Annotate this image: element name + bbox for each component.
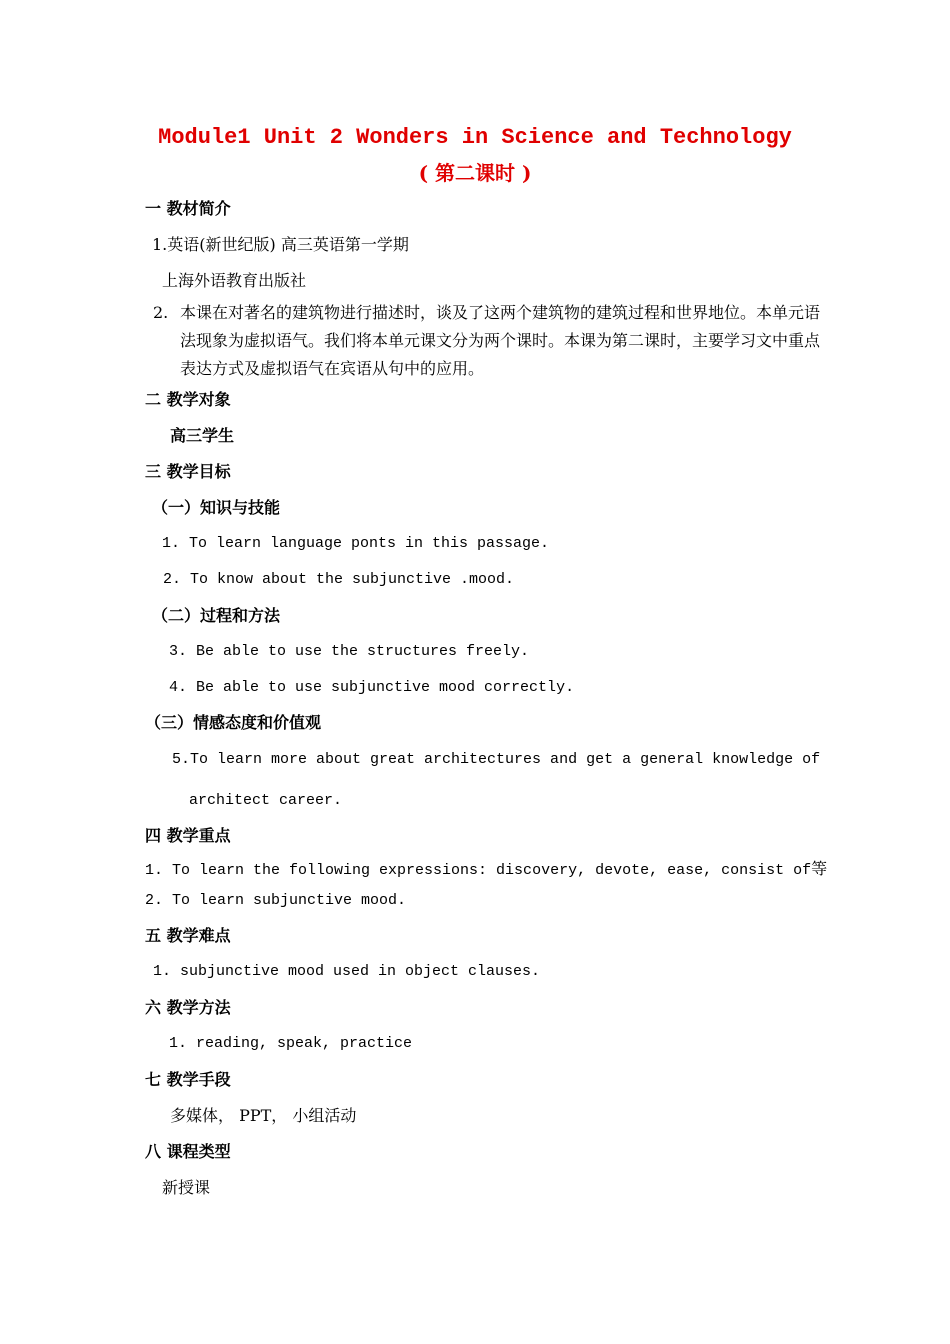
section-heading-methods: 六 教学方法 xyxy=(145,998,231,1017)
document-subtitle: ( 第二课时 ) xyxy=(418,161,532,185)
objectives-sub-attitude: （三）情感态度和价值观 xyxy=(145,713,322,732)
objective-item-2: 2. To know about the subjunctive .mood. xyxy=(163,571,515,588)
key-point-item-1 xyxy=(145,859,827,881)
means-text: 多媒体， PPT， 小组活动 xyxy=(170,1106,357,1125)
objective-item-3: 3. Be able to use the structures freely. xyxy=(169,643,530,660)
section-heading-difficulties: 五 教学难点 xyxy=(145,926,231,945)
materials-item-1: 1.英语(新世纪版) 高三英语第一学期 xyxy=(152,235,409,254)
objectives-sub-process: （二）过程和方法 xyxy=(152,606,281,625)
section-heading-means: 七 教学手段 xyxy=(145,1070,231,1089)
objectives-sub-knowledge: （一）知识与技能 xyxy=(152,498,281,517)
section-heading-objectives: 三 教学目标 xyxy=(145,462,231,481)
difficulty-item-1: 1. subjunctive mood used in object clauses. xyxy=(153,963,541,980)
audience-text: 高三学生 xyxy=(170,426,235,445)
section-heading-materials: 一 教材简介 xyxy=(145,199,231,218)
objective-item-1: 1. To learn language ponts in this passage. xyxy=(162,535,550,552)
section-heading-key-points: 四 教学重点 xyxy=(145,826,231,845)
key-point-item-1-suffix: 等 xyxy=(811,859,828,878)
objective-item-5: 5.To learn more about great architectures and get a general knowledge of xyxy=(172,751,821,768)
materials-item-2-text: 本课在对著名的建筑物进行描述时，谈及了这两个建筑物的建筑过程和世界地位。本单元语法现象为虚拟语气。我们将本单元课文分为两个课时。本课为第二课时，主要学习文中重点表达方式及虚拟语气在宾语从句中的应用。 xyxy=(180,303,821,378)
key-point-item-1-english: 1. To learn the following expressions: discovery, devote, ease, consist of xyxy=(145,862,812,879)
course-type-text: 新授课 xyxy=(162,1178,211,1197)
document-title: Module1 Unit 2 Wonders in Science and Technology xyxy=(158,125,792,150)
method-item-1: 1. reading, speak, practice xyxy=(169,1035,413,1052)
materials-item-1-continued: 上海外语教育出版社 xyxy=(162,271,307,290)
key-point-item-2: 2. To learn subjunctive mood. xyxy=(145,892,407,909)
objective-item-4: 4. Be able to use subjunctive mood correctly. xyxy=(169,679,575,696)
section-heading-course-type: 八 课程类型 xyxy=(145,1142,231,1161)
section-heading-audience: 二 教学对象 xyxy=(145,390,231,409)
objective-item-5-continued: architect career. xyxy=(189,792,343,809)
materials-item-2-number: 2. xyxy=(153,303,169,322)
